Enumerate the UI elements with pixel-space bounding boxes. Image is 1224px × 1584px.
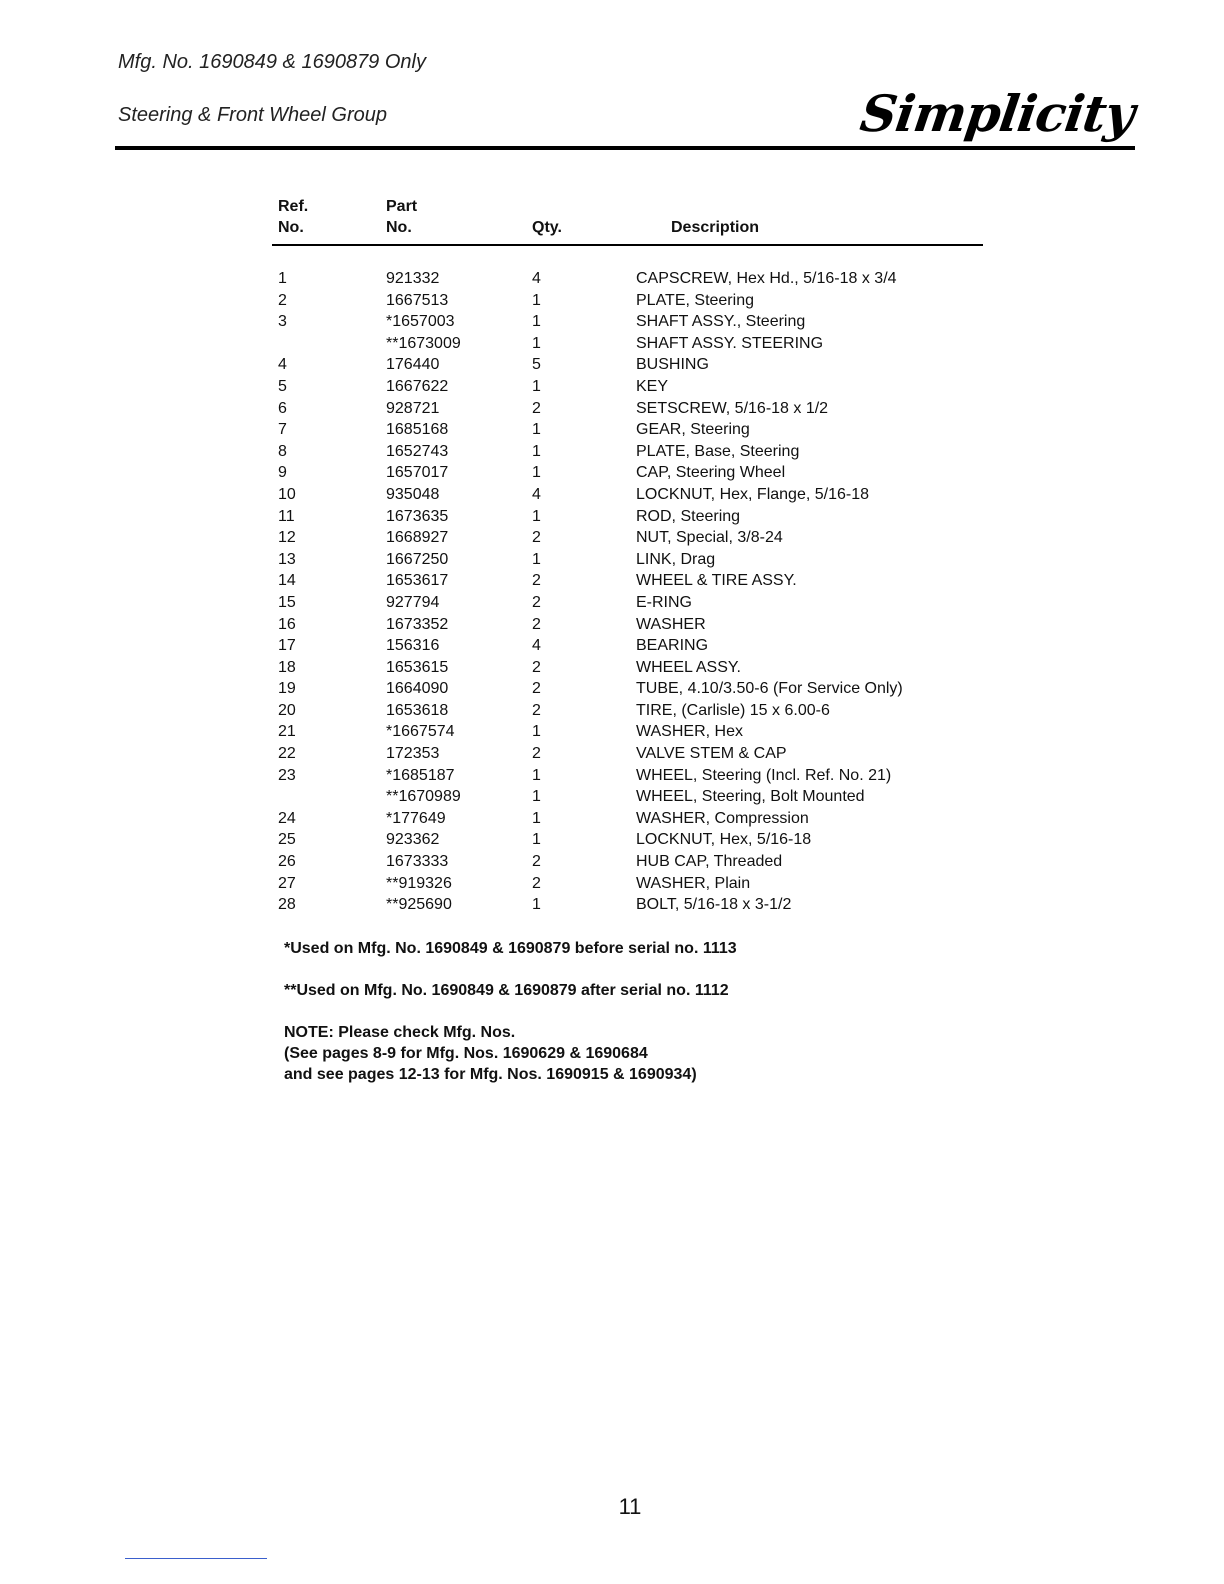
header-rule [115,146,1135,150]
parts-table-body [272,245,983,916]
row-ref-no: 21 [278,723,296,741]
note-line-1: NOTE: Please check Mfg. Nos. [284,1024,516,1041]
row-description: WHEEL, Steering (Incl. Ref. No. 21) [636,766,892,784]
row-description: WASHER, Compression [636,809,809,827]
row-part-no: 1667622 [386,377,449,395]
row-description: HUB CAP, Threaded [636,853,783,871]
row-part-no: **1673009 [386,334,461,352]
row-ref-no: 11 [278,507,295,525]
row-description: TUBE, 4.10/3.50-6 (For Service Only) [636,680,903,698]
row-description: WHEEL, Steering, Bolt Mounted [636,788,865,806]
row-part-no: 1664090 [386,680,449,698]
row-qty: 2 [532,701,541,719]
row-ref-no: 25 [278,831,296,849]
row-ref-no: 9 [278,464,287,482]
row-part-no: 1653615 [386,658,449,676]
row-ref-no: 10 [278,485,296,503]
row-ref-no: 5 [278,377,287,395]
row-qty: 1 [532,550,541,568]
row-part-no: 176440 [386,356,440,374]
row-ref-no: 17 [278,637,296,655]
row-qty: 2 [532,658,541,676]
row-ref-no [272,786,386,808]
row-description: ROD, Steering [636,507,741,525]
row-qty: 2 [532,680,541,698]
row-ref-no [272,333,386,355]
row-qty: 4 [532,637,541,655]
row-part-no: **919326 [386,874,452,892]
row-description: BUSHING [636,356,709,374]
row-description: LOCKNUT, Hex, 5/16-18 [636,831,812,849]
table-row [272,592,983,614]
note-double-star: **Used on Mfg. No. 1690849 & 1690879 after serial no. 1112 [284,982,729,999]
row-part-no: 921332 [386,270,440,287]
row-part-no: 923362 [386,831,440,849]
row-qty: 2 [532,874,541,892]
brand-logo: Simplicity [857,84,1139,143]
row-part-no: 1668927 [386,529,449,547]
row-qty: 1 [532,421,541,439]
row-qty: 2 [532,529,541,547]
table-row [272,462,983,484]
row-qty: 1 [532,507,541,525]
table-row [272,894,983,916]
row-ref-no: 2 [278,291,287,309]
row-description: KEY [636,377,669,395]
row-qty: 4 [532,270,541,287]
row-part-no: 1667250 [386,550,449,568]
table-row [272,700,983,722]
col-header-description-label: Description [671,219,760,236]
row-ref-no: 8 [278,442,287,460]
notes-block [284,938,737,1085]
row-ref-no: 6 [278,399,287,417]
row-description: WASHER, Plain [636,874,751,892]
row-description: PLATE, Steering [636,291,754,309]
table-row [272,829,983,851]
row-ref-no: 13 [278,550,296,568]
row-description: LOCKNUT, Hex, Flange, 5/16-18 [636,485,869,503]
row-description: LINK, Drag [636,550,716,568]
row-description: SHAFT ASSY., Steering [636,313,806,331]
col-header-ref-top: Ref. [278,198,309,215]
row-description: E-RING [636,593,692,611]
row-description: BEARING [636,637,709,655]
col-header-part-top: Part [386,198,418,215]
row-qty: 1 [532,809,541,827]
row-part-no: 1685168 [386,421,449,439]
row-part-no: 935048 [386,485,440,503]
row-part-no: 1653617 [386,572,449,590]
table-row [272,678,983,700]
row-ref-no: 28 [278,896,296,914]
table-row [272,333,983,355]
footer-rule [125,1558,267,1559]
row-qty: 2 [532,399,541,417]
row-ref-no: 4 [278,356,287,374]
table-row [272,657,983,679]
row-part-no: 1673352 [386,615,449,633]
row-description: WHEEL & TIRE ASSY. [636,572,797,590]
col-header-ref [272,196,386,245]
table-row [272,570,983,592]
table-row [272,614,983,636]
row-qty: 1 [532,788,541,806]
row-description: VALVE STEM & CAP [636,745,787,763]
row-qty: 1 [532,896,541,914]
col-header-ref-bottom: No. [278,219,304,236]
table-row [272,765,983,787]
row-part-no: 1673333 [386,853,449,871]
row-qty: 1 [532,442,541,460]
row-part-no: *1667574 [386,723,455,741]
table-row [272,635,983,657]
row-description: GEAR, Steering [636,421,750,439]
row-description: TIRE, (Carlisle) 15 x 6.00-6 [636,701,830,719]
row-ref-no: 15 [278,593,296,611]
row-part-no: **1670989 [386,788,461,806]
table-row [272,743,983,765]
header-spacer [272,245,983,268]
page-number: 11 [618,1494,642,1519]
table-row [272,527,983,549]
row-qty: 1 [532,723,541,741]
row-description: SETSCREW, 5/16-18 x 1/2 [636,399,829,417]
row-description: PLATE, Base, Steering [636,442,800,460]
row-ref-no: 1 [278,270,287,287]
table-row [272,786,983,808]
table-row [272,721,983,743]
table-row [272,851,983,873]
row-qty: 1 [532,464,541,482]
row-ref-no: 16 [278,615,296,633]
row-qty: 2 [532,593,541,611]
row-part-no: 156316 [386,637,440,655]
row-description: WASHER [636,615,706,633]
row-part-no: 1673635 [386,507,449,525]
table-header-row [272,196,983,245]
row-ref-no: 12 [278,529,296,547]
table-row [272,398,983,420]
row-part-no: *1657003 [386,313,455,331]
row-ref-no: 26 [278,853,296,871]
row-ref-no: 22 [278,745,296,763]
table-row [272,268,983,290]
row-description: WASHER, Hex [636,723,743,741]
col-header-part-bottom: No. [386,219,412,236]
row-qty: 1 [532,291,541,309]
col-header-description [636,196,983,245]
row-ref-no: 14 [278,572,296,590]
col-header-part [386,196,528,245]
table-row [272,290,983,312]
row-description: SHAFT ASSY. STEERING [636,334,824,352]
note-line-3: and see pages 12-13 for Mfg. Nos. 1690915 & 1690934) [284,1066,697,1083]
table-row [272,808,983,830]
row-part-no: *177649 [386,809,446,827]
row-ref-no: 3 [278,313,287,331]
row-part-no: 1653618 [386,701,449,719]
row-ref-no: 19 [278,680,296,698]
table-row [272,441,983,463]
table-row [272,354,983,376]
row-description: NUT, Special, 3/8-24 [636,529,783,547]
table-row [272,484,983,506]
table-row [272,419,983,441]
row-description: CAP, Steering Wheel [636,464,786,482]
row-qty: 1 [532,334,541,352]
row-qty: 1 [532,377,541,395]
row-part-no: **925690 [386,896,452,914]
row-part-no: 927794 [386,593,440,611]
row-ref-no: 18 [278,658,296,676]
table-row [272,549,983,571]
row-qty: 1 [532,313,541,331]
row-qty: 2 [532,572,541,590]
group-title: Steering & Front Wheel Group [118,104,388,126]
row-ref-no: 20 [278,701,296,719]
col-header-qty-label: Qty. [532,219,562,236]
row-part-no: 1657017 [386,464,449,482]
row-description: WHEEL ASSY. [636,658,741,676]
row-qty: 1 [532,766,541,784]
model-line: Mfg. No. 1690849 & 1690879 Only [118,51,426,73]
row-qty: 2 [532,853,541,871]
row-ref-no: 24 [278,809,296,827]
row-qty: 2 [532,745,541,763]
table-row [272,376,983,398]
row-ref-no: 7 [278,421,287,439]
note-line-2: (See pages 8-9 for Mfg. Nos. 1690629 & 1690684 [284,1045,648,1062]
row-description: BOLT, 5/16-18 x 3-1/2 [636,896,792,914]
row-ref-no: 23 [278,766,296,784]
note-single-star: *Used on Mfg. No. 1690849 & 1690879 before serial no. 1113 [284,940,737,957]
row-description: CAPSCREW, Hex Hd., 5/16-18 x 3/4 [636,270,897,287]
row-part-no: *1685187 [386,766,455,784]
row-ref-no: 27 [278,874,296,892]
table-row [272,506,983,528]
row-part-no: 1667513 [386,291,449,309]
table-row [272,873,983,895]
row-qty: 4 [532,485,541,503]
row-qty: 1 [532,831,541,849]
col-header-qty [528,196,636,245]
row-part-no: 928721 [386,399,440,417]
row-qty: 2 [532,615,541,633]
row-qty: 5 [532,356,541,374]
parts-table [272,196,983,916]
table-row [272,311,983,333]
row-part-no: 1652743 [386,442,449,460]
row-part-no: 172353 [386,745,440,763]
